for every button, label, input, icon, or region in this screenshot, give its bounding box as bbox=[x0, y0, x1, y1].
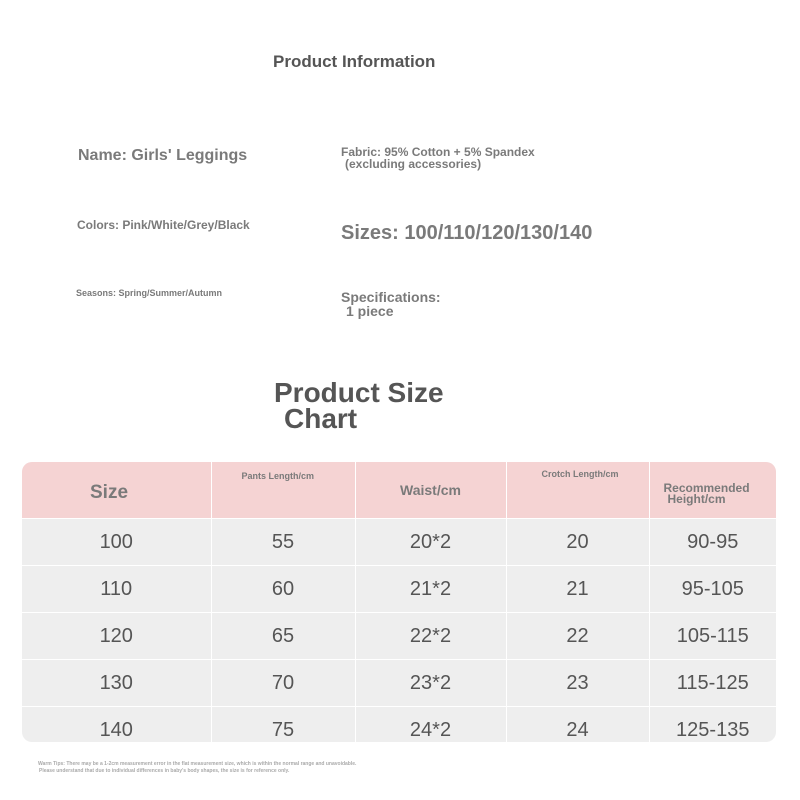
cell-size: 120 bbox=[22, 613, 211, 660]
size-chart-title bbox=[274, 377, 444, 434]
warm-tips bbox=[38, 761, 356, 775]
table-header-row bbox=[22, 462, 776, 519]
fabric-info bbox=[341, 146, 535, 170]
header-waist: Waist/cm bbox=[355, 462, 506, 519]
cell-pants-length: 70 bbox=[211, 660, 355, 707]
header-crotch-length bbox=[506, 462, 649, 519]
table-row bbox=[22, 613, 776, 660]
cell-pants-length: 65 bbox=[211, 613, 355, 660]
cell-pants-length: 60 bbox=[211, 566, 355, 613]
product-information-title: Product Information bbox=[273, 52, 436, 71]
cell-crotch-length: 22 bbox=[506, 613, 649, 660]
specs-line-2: 1 piece bbox=[346, 303, 394, 319]
table-row bbox=[22, 660, 776, 707]
header-size: Size bbox=[22, 462, 211, 519]
size-chart-title-line-1: Product Size bbox=[274, 377, 444, 408]
warm-tips-line-2: Please understand that due to individual differences in baby's body shapes, the size is for reference only. bbox=[39, 768, 290, 774]
table-row bbox=[22, 519, 776, 566]
specs-line-1: Specifications: bbox=[341, 289, 441, 305]
seasons-info: Seasons: Spring/Summer/Autumn bbox=[76, 288, 223, 298]
cell-crotch-length: 20 bbox=[506, 519, 649, 566]
cell-crotch-length: 24 bbox=[506, 707, 649, 743]
specifications-info bbox=[341, 290, 441, 318]
cell-crotch-length: 21 bbox=[506, 566, 649, 613]
size-table-container bbox=[22, 462, 776, 742]
cell-crotch-length: 23 bbox=[506, 660, 649, 707]
cell-size: 110 bbox=[22, 566, 211, 613]
header-pants-length bbox=[211, 462, 355, 519]
header-crotch-length-label: Crotch Length/cm bbox=[541, 469, 619, 479]
header-recommended-line-2: Height/cm bbox=[667, 492, 726, 506]
cell-size: 140 bbox=[22, 707, 211, 743]
cell-size: 100 bbox=[22, 519, 211, 566]
header-recommended-height bbox=[649, 462, 776, 519]
cell-recommended-height: 115-125 bbox=[649, 660, 776, 707]
size-chart-title-line-2: Chart bbox=[284, 403, 358, 434]
cell-pants-length: 75 bbox=[211, 707, 355, 743]
cell-waist: 22*2 bbox=[355, 613, 506, 660]
size-table bbox=[22, 462, 776, 742]
colors-info: Colors: Pink/White/Grey/Black bbox=[77, 218, 250, 232]
cell-waist: 23*2 bbox=[355, 660, 506, 707]
cell-waist: 21*2 bbox=[355, 566, 506, 613]
product-name: Name: Girls' Leggings bbox=[78, 147, 248, 164]
sizes-info: Sizes: 100/110/120/130/140 bbox=[341, 222, 593, 244]
cell-pants-length: 55 bbox=[211, 519, 355, 566]
header-recommended-line-1: Recommended bbox=[663, 481, 750, 495]
cell-recommended-height: 90-95 bbox=[649, 519, 776, 566]
cell-waist: 20*2 bbox=[355, 519, 506, 566]
cell-size: 130 bbox=[22, 660, 211, 707]
cell-recommended-height: 95-105 bbox=[649, 566, 776, 613]
header-pants-length-label: Pants Length/cm bbox=[241, 471, 315, 481]
warm-tips-line-1: Warm Tips: There may be a 1-2cm measurement error in the flat measurement size, which is within the normal range and unavoidable. bbox=[38, 761, 357, 767]
fabric-line-1: Fabric: 95% Cotton + 5% Spandex bbox=[341, 145, 535, 159]
fabric-line-2: (excluding accessories) bbox=[345, 157, 482, 171]
table-row bbox=[22, 566, 776, 613]
cell-waist: 24*2 bbox=[355, 707, 506, 743]
table-row bbox=[22, 707, 776, 743]
cell-recommended-height: 125-135 bbox=[649, 707, 776, 743]
cell-recommended-height: 105-115 bbox=[649, 613, 776, 660]
